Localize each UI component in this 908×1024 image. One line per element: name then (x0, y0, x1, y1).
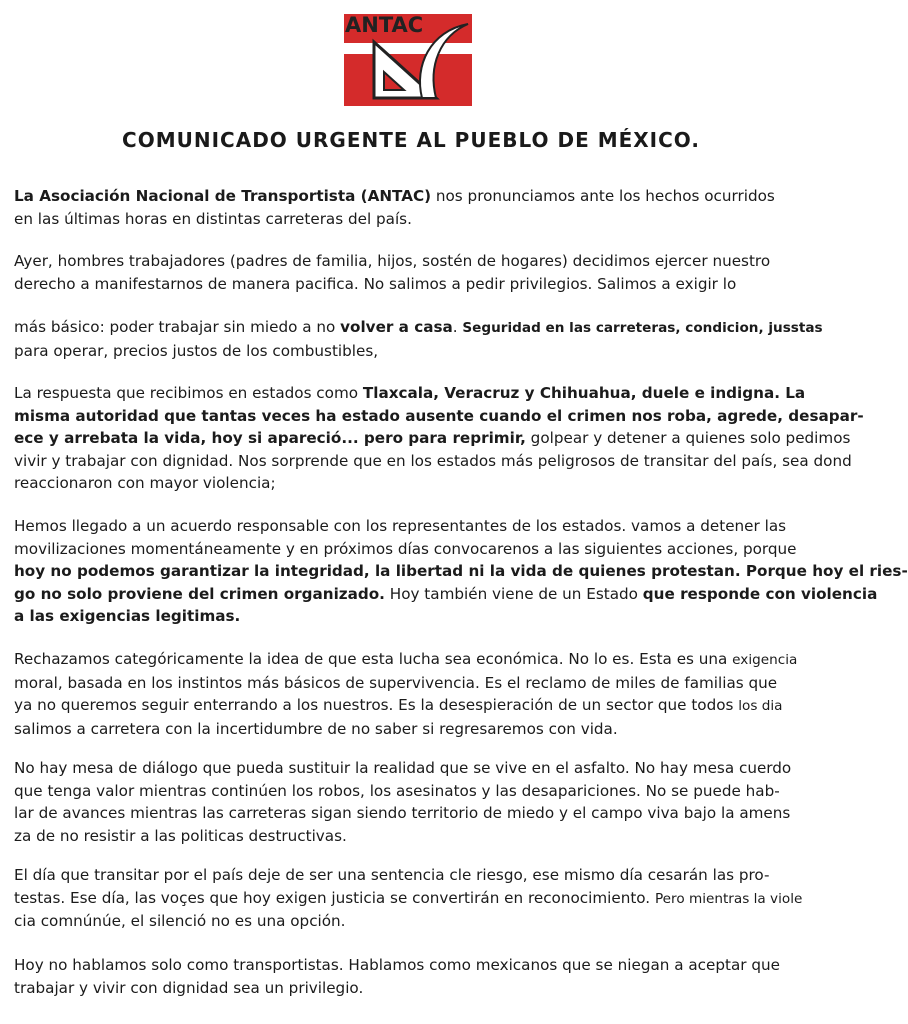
paragraph-3 (14, 316, 822, 362)
paragraph-5-line-4 (14, 583, 878, 606)
text-bold: Tlaxcala, Veracruz y Chihuahua, duele e indigna. La (362, 384, 806, 402)
paragraph-7-line-3: lar de avances mientras las carreteras sigan siendo territorio de miedo y el campo viva bajo la amens (14, 804, 791, 822)
text-bold: go no solo proviene del crimen organizado. (14, 584, 385, 603)
paragraph-5 (14, 515, 908, 628)
paragraph-9-line-2: trabajar y vivir con dignidad sea un privilegio. (14, 978, 364, 997)
paragraph-4 (14, 382, 864, 495)
logo-white-stripe (344, 43, 472, 54)
text-bold: misma autoridad que tantas veces ha estado ausente cuando el crimen nos roba, agrede, desapar- (14, 406, 864, 425)
paragraph-7-line-4: za de no resistir a las politicas destructivas. (14, 826, 347, 845)
text-span: La respuesta que recibimos en estados como (14, 384, 363, 402)
paragraph-6-line-3 (14, 694, 822, 718)
text-span: Pero mientras la viole (654, 890, 803, 907)
antac-name: La Asociación Nacional de Transportista (ANTAC) (14, 187, 432, 205)
paragraph-9 (14, 954, 822, 999)
text-bold: Seguridad en las carreteras, condicion, jusstas (462, 320, 823, 336)
paragraph-2-line-2: derecho a manifestarnos de manera pacifica. No salimos a pedir privilegios. Salimos a exigir lo (14, 274, 737, 293)
text-span: testas. Ese día, las voçes que hoy exigen justicia se convertirán en reconocimiento. (14, 888, 655, 907)
text-bold: volver a casa (340, 318, 453, 336)
page-title: COMUNICADO URGENTE AL PUEBLO DE MÉXICO. (122, 128, 700, 152)
text-span: los dia (738, 698, 783, 714)
paragraph-8-line-3: cia comnúnúe, el silenció no es una opción. (14, 912, 346, 930)
logo-text: ANTAC (345, 13, 424, 37)
paragraph-6-line-1 (14, 648, 822, 672)
paragraph-8-line-1: El día que transitar por el país deje de ser una sentencia cle riesgo, ese mismo día cesarán las pro- (14, 866, 770, 884)
text-span: . (452, 318, 463, 336)
paragraph-5-line-1: Hemos llegado a un acuerdo responsable con los representantes de los estados. vamos a detener las (14, 517, 787, 535)
paragraph-3-line-2: para operar, precios justos de los combustibles, (14, 341, 379, 360)
paragraph-7-line-2: que tenga valor mientras continúen los robos, los asesinatos y las desapariciones. No se puede hab- (14, 781, 780, 800)
antac-logo-graphic (344, 6, 472, 106)
text-bold: ece y arrebata la vida, hoy si apareció... pero para reprimir, (14, 429, 526, 447)
paragraph-1-line-1 (14, 185, 822, 208)
paragraph-6 (14, 648, 822, 740)
text-bold: a las exigencias legitimas. (14, 607, 241, 625)
text-bold: que responde con violencia (642, 584, 878, 603)
paragraph-7 (14, 757, 822, 847)
text-span: más básico: poder trabajar sin miedo a no (14, 318, 341, 336)
text-span: ya no queremos seguir enterrando a los nuestros. Es la desespieración de un sector que todos (14, 696, 739, 714)
paragraph-5-line-2: movilizaciones momentáneamente y en próximos días convocarenos a las siguientes acciones, porque (14, 539, 797, 558)
paragraph-3-line-1 (14, 316, 822, 340)
paragraph-2-line-1: Ayer, hombres trabajadores (padres de familia, hijos, sostén de hogares) decidimos ejercer nuestro (14, 252, 771, 270)
paragraph-5-line-5 (14, 605, 822, 628)
paragraph-5-line-3 (14, 560, 908, 583)
antac-logo (344, 6, 472, 106)
paragraph-4-line-1 (14, 382, 822, 405)
paragraph-4-line-4: vivir y trabajar con dignidad. Nos sorprende que en los estados más peligrosos de transitar del país, sea dond (14, 451, 852, 470)
text-span: exigencia (732, 652, 798, 668)
paragraph-8 (14, 864, 822, 933)
paragraph-4-line-2 (14, 405, 864, 428)
paragraph-6-line-2: moral, basada en los instintos más básicos de supervivencia. Es el reclamo de miles de familias que (14, 673, 778, 692)
paragraph-1-line-2: en las últimas horas en distintas carreteras del país. (14, 209, 412, 228)
text-bold: hoy no podemos garantizar la integridad, la libertad ni la vida de quienes protestan. Porque hoy el ries- (14, 562, 908, 580)
paragraph-9-line-1: Hoy no hablamos solo como transportistas. Hablamos como mexicanos que se niegan a aceptar que (14, 956, 780, 974)
paragraph-4-line-3 (14, 427, 851, 450)
text-span: Rechazamos categóricamente la idea de que esta lucha sea económica. No lo es. Esta es una (14, 650, 733, 668)
paragraph-6-line-4: salimos a carretera con la incertidumbre de no saber si regresaremos con vida. (14, 719, 618, 738)
text-span: Hoy también viene de un Estado (384, 584, 643, 603)
paragraph-1 (14, 185, 822, 230)
paragraph-4-line-5: reaccionaron con mayor violencia; (14, 474, 276, 492)
paragraph-8-line-2 (14, 887, 822, 911)
text-span: golpear y detener a quienes solo pedimos (525, 429, 851, 447)
paragraph-2 (14, 250, 822, 295)
paragraph-7-line-1: No hay mesa de diálogo que pueda sustituir la realidad que se vive en el asfalto. No hay mesa cuerdo (14, 759, 792, 777)
text-span: nos pronunciamos ante los hechos ocurridos (431, 187, 775, 205)
